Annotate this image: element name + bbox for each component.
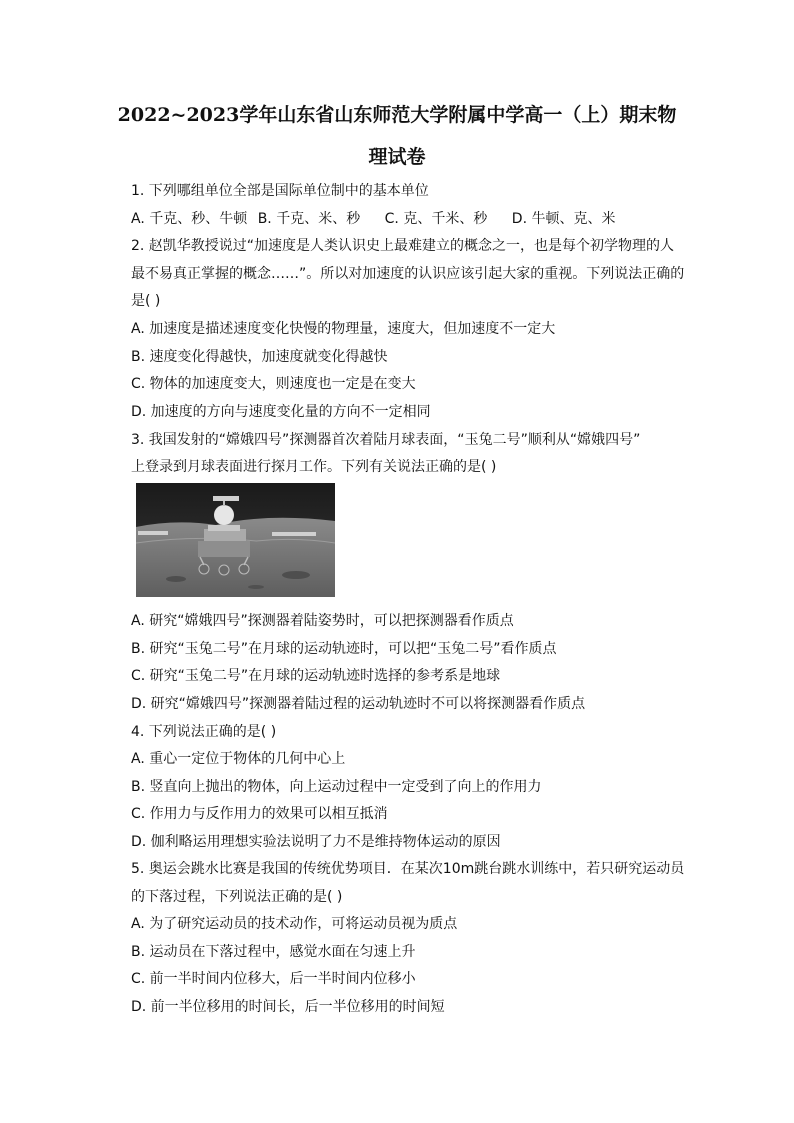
q2-option-b: B. 速度变化得越快，加速度就变化得越快 [131, 349, 388, 365]
q1-option-a: A. 千克、秒、牛顿 [131, 211, 248, 227]
q3-option-b: B. 研究“玉兔二号”在月球的运动轨迹时，可以把“玉兔二号”看作质点 [131, 641, 557, 657]
q4-stem: 4. 下列说法正确的是( ) [131, 724, 277, 740]
q5-option-b: B. 运动员在下落过程中，感觉水面在匀速上升 [131, 944, 416, 960]
q3-stem-line2: 上登录到月球表面进行探月工作。下列有关说法正确的是( ) [131, 459, 497, 475]
q2-option-c: C. 物体的加速度变大，则速度也一定是在变大 [131, 376, 416, 392]
exam-title-line1: 2022~2023学年山东省山东师范大学附属中学高一（上）期末物 [117, 104, 677, 126]
q3-option-c: C. 研究“玉兔二号”在月球的运动轨迹时选择的参考系是地球 [131, 668, 501, 684]
q3-option-d: D. 研究“嫦娥四号”探测器着陆过程的运动轨迹时不可以将探测器看作质点 [131, 696, 586, 712]
q1-option-b: B. 千克、米、秒 [257, 211, 361, 227]
q5-option-c: C. 前一半时间内位移大，后一半时间内位移小 [131, 971, 416, 987]
lunar-rover-photo [136, 483, 335, 597]
q5-option-d: D. 前一半位移用的时间长，后一半位移用的时间短 [131, 999, 445, 1015]
q2-option-a: A. 加速度是描述速度变化快慢的物理量，速度大，但加速度不一定大 [131, 321, 556, 337]
q1-option-c: C. 克、千米、秒 [384, 211, 488, 227]
q4-option-a: A. 重心一定位于物体的几何中心上 [131, 751, 346, 767]
q4-option-b: B. 竖直向上抛出的物体，向上运动过程中一定受到了向上的作用力 [131, 779, 542, 795]
q5-stem-line2: 的下落过程，下列说法正确的是( ) [131, 889, 343, 905]
q3-option-a: A. 研究“嫦娥四号”探测器着陆姿势时，可以把探测器看作质点 [131, 613, 514, 629]
q2-stem-line3: 是( ) [131, 293, 161, 309]
exam-title-line2: 理试卷 [368, 146, 426, 168]
q2-stem-line1: 2. 赵凯华教授说过“加速度是人类认识史上最难建立的概念之一，也是每个初学物理的人 [131, 238, 675, 254]
q5-option-a: A. 为了研究运动员的技术动作，可将运动员视为质点 [131, 916, 458, 932]
q5-stem-line1: 5. 奥运会跳水比赛是我国的传统优势项目．在某次10m跳台跳水训练中，若只研究运动员 [131, 861, 685, 877]
q4-option-c: C. 作用力与反作用力的效果可以相互抵消 [131, 806, 388, 822]
q1-option-d: D. 牛顿、克、米 [511, 211, 616, 227]
q2-option-d: D. 加速度的方向与速度变化量的方向不一定相同 [131, 404, 431, 420]
q1-stem: 1. 下列哪组单位全部是国际单位制中的基本单位 [131, 183, 429, 199]
q3-stem-line1: 3. 我国发射的“嫦娥四号”探测器首次着陆月球表面，“玉兔二号”顺利从“嫦娥四号” [131, 432, 641, 448]
q4-option-d: D. 伽利略运用理想实验法说明了力不是维持物体运动的原因 [131, 834, 501, 850]
q1-options [131, 208, 615, 228]
q2-stem-line2: 最不易真正掌握的概念……”。所以对加速度的认识应该引起大家的重视。下列说法正确的 [131, 266, 685, 282]
